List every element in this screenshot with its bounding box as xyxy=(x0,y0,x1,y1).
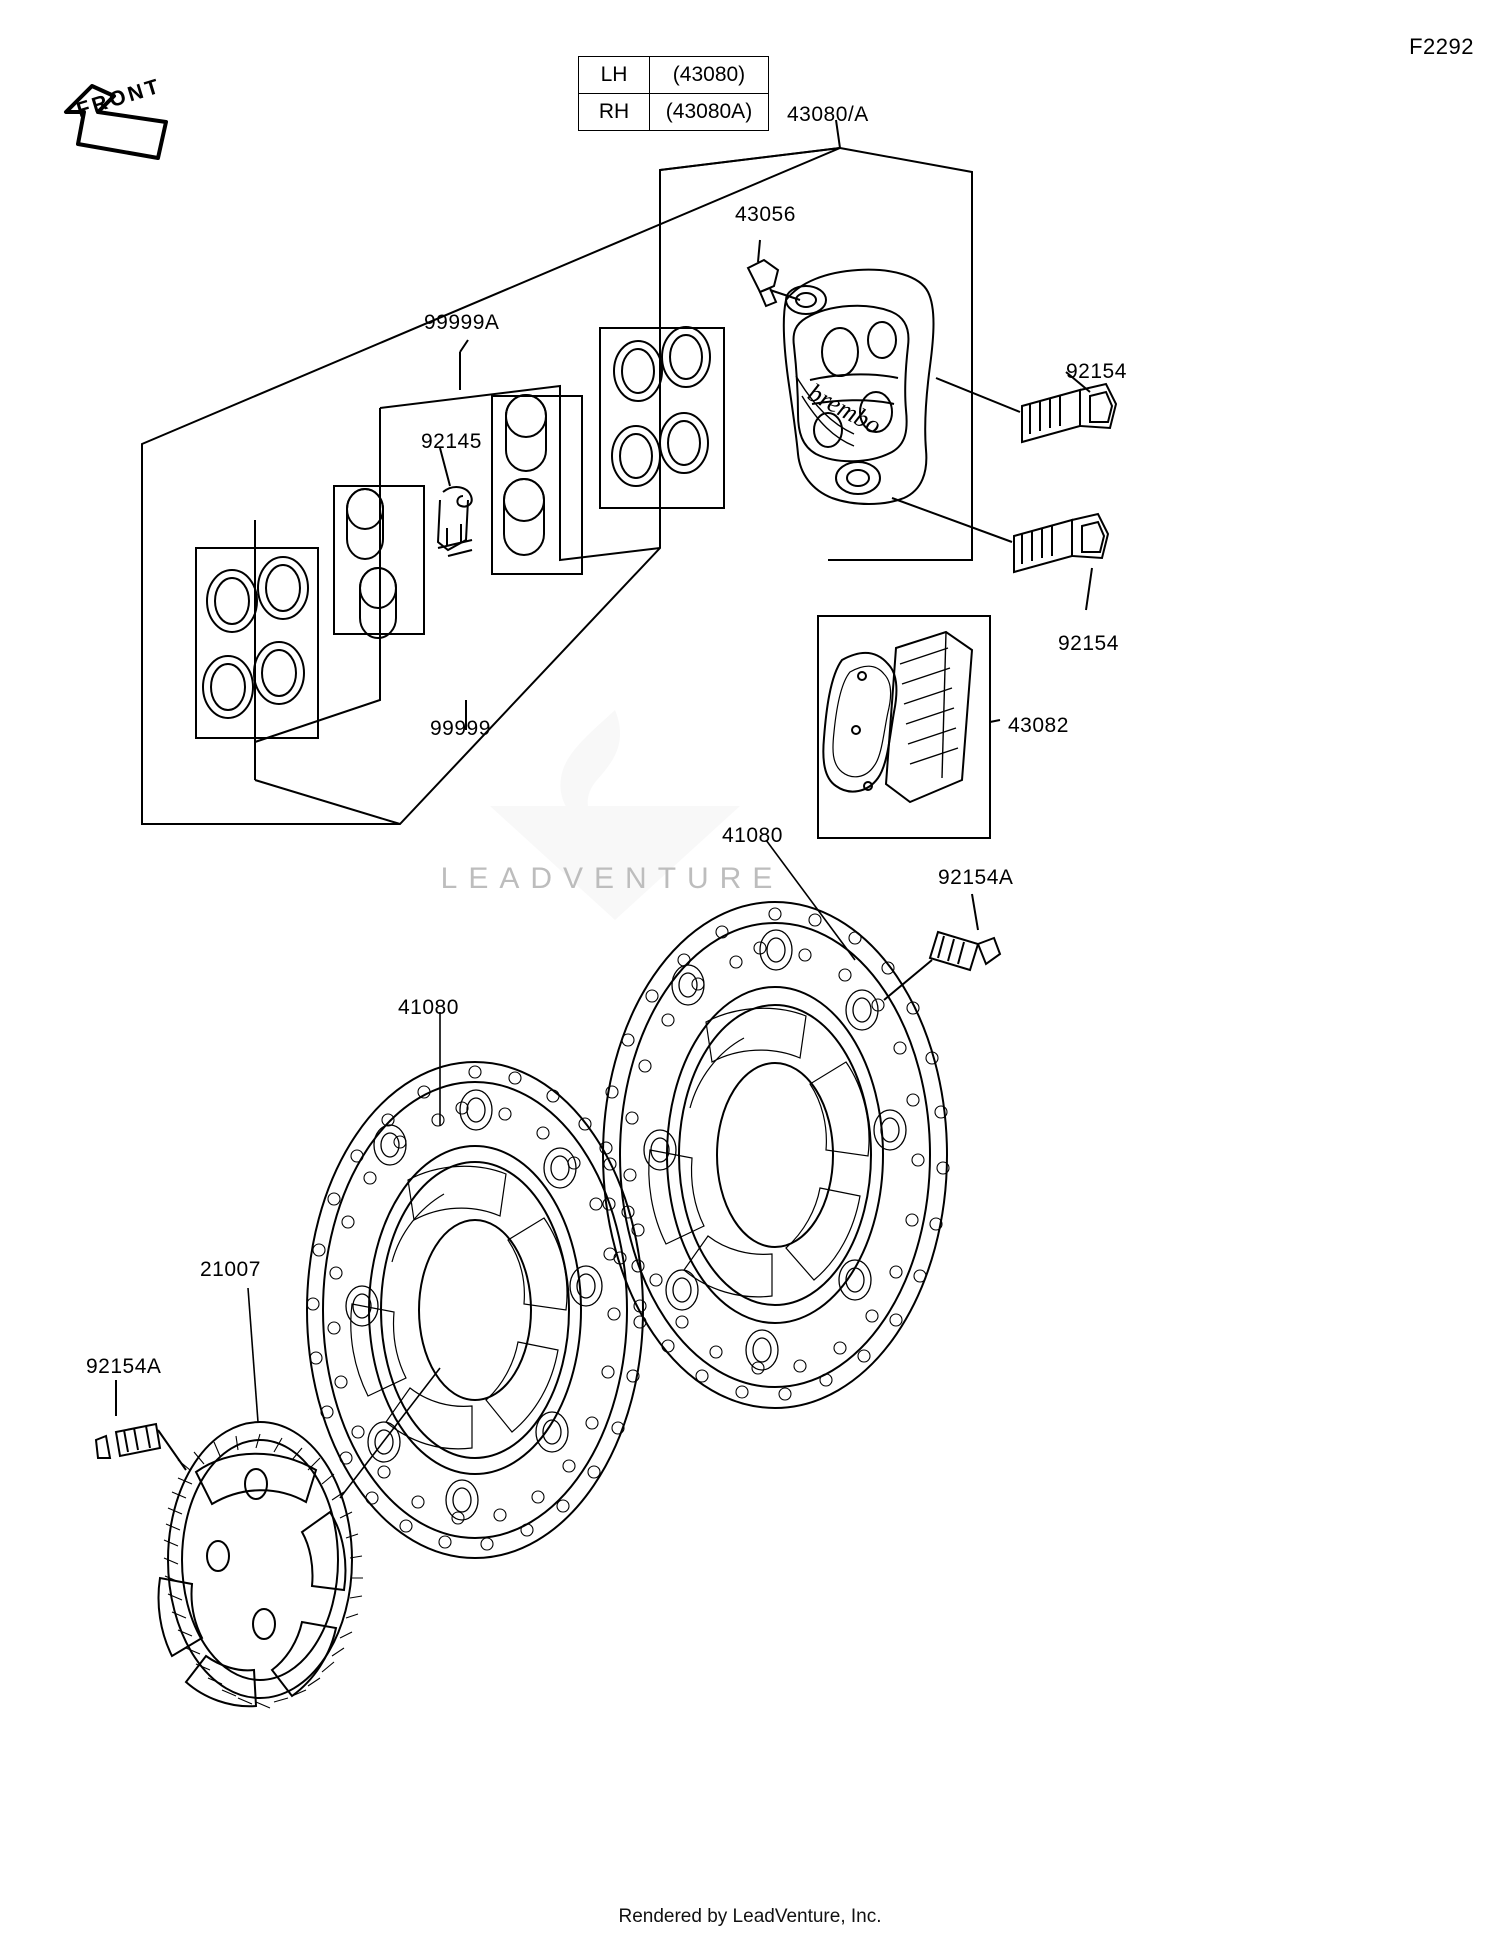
callout-caliper-bolt-lower: 92154 xyxy=(1058,632,1119,655)
svg-text:brembo: brembo xyxy=(803,377,887,441)
callout-pulser-ring: 21007 xyxy=(200,1258,261,1281)
front-label: FRONT xyxy=(74,74,165,122)
callout-disc-left: 41080 xyxy=(398,996,459,1019)
legend-side-rh: RH xyxy=(579,94,650,131)
watermark-text: LEADVENTURE xyxy=(440,862,784,895)
legend-side-lh: LH xyxy=(579,57,650,94)
diagram-code: F2292 xyxy=(1409,34,1474,59)
callout-seal-kit: 99999 xyxy=(430,717,491,740)
callout-disc-right: 41080 xyxy=(722,824,783,847)
footer-credit: Rendered by LeadVenture, Inc. xyxy=(618,1906,882,1927)
callout-caliper-bolt-upper: 92154 xyxy=(1066,360,1127,383)
callout-bleed-valve: 43056 xyxy=(735,203,796,226)
callout-disc-bolt-left: 92154A xyxy=(86,1355,162,1378)
callout-brake-pads: 43082 xyxy=(1008,714,1069,737)
callout-caliper-assy: 43080/A xyxy=(787,103,869,126)
legend-part-lh: (43080) xyxy=(650,57,769,94)
legend-part-rh: (43080A) xyxy=(650,94,769,131)
callout-spring-clip: 92145 xyxy=(421,430,482,453)
callout-seal-kit-a: 99999A xyxy=(424,311,500,334)
callout-disc-bolt-right: 92154A xyxy=(938,866,1014,889)
